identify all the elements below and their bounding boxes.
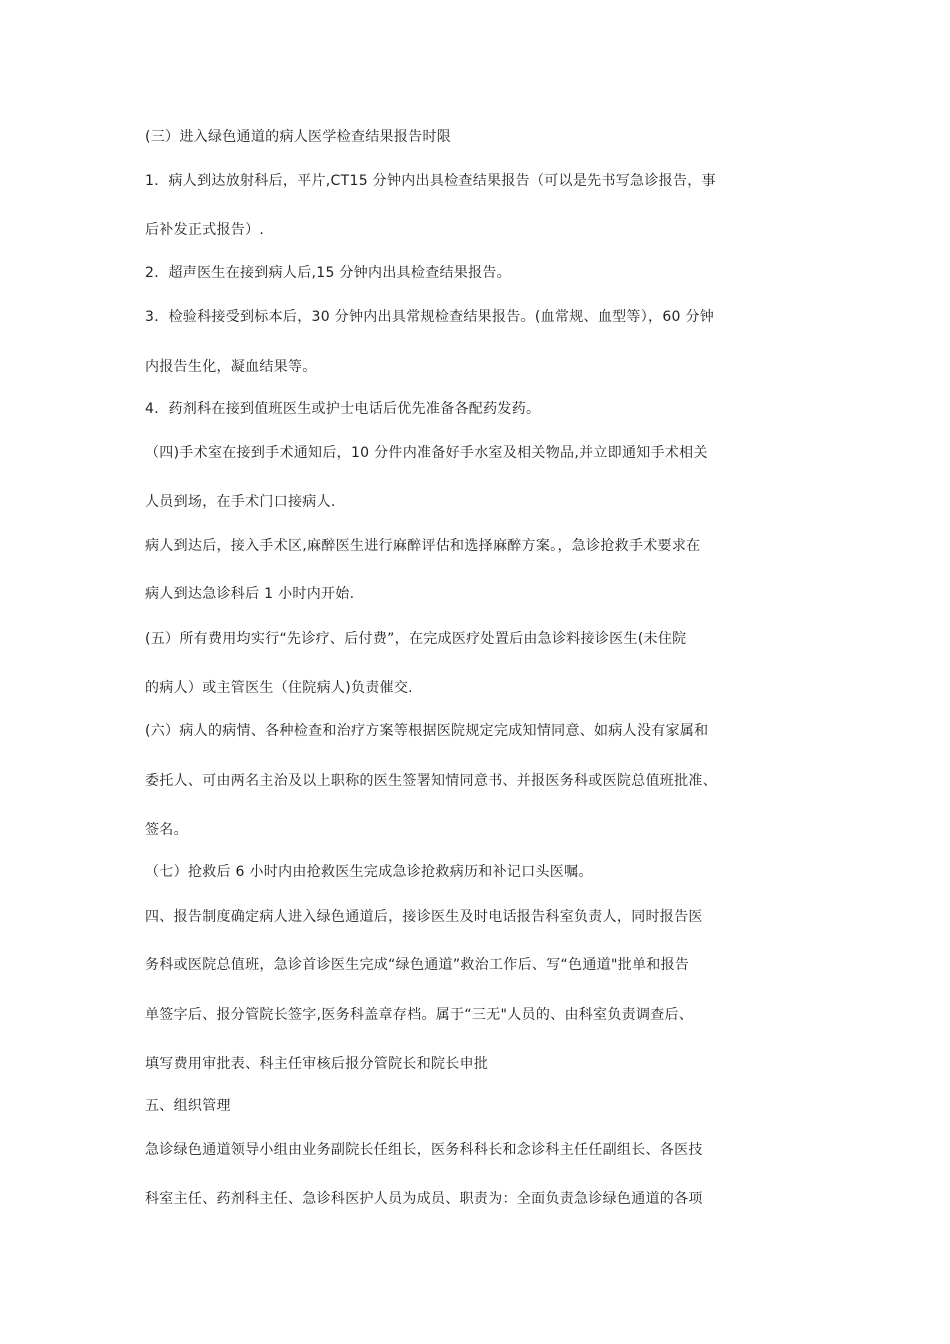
section-heading-3: (三）进入绿色通道的病人医学检查结果报告时限	[145, 129, 452, 145]
paragraph-line: 填写费用审批表、科主任审核后报分管院长和院长申批	[145, 1056, 489, 1072]
section-heading-five: 五、组织管理	[145, 1098, 231, 1114]
paragraph-line: 人员到场，在手术门口接病人.	[145, 494, 336, 510]
paragraph-line: 4．药剂科在接到值班医生或护士电话后优先准备各配药发药。	[145, 401, 541, 417]
paragraph-line: 的病人）或主管医生（住院病人)负责催交.	[145, 680, 413, 696]
section-heading-5: (五）所有费用均实行“先诊疗、后付费”，在完成医疗处置后由急诊料接诊医生(未住院	[145, 631, 687, 647]
paragraph-line: 1．病人到达放射科后，平片,CT15 分钟内出具检查结果报告（可以是先书写急诊报告，事	[145, 173, 716, 189]
section-heading-6: (六）病人的病情、各种检查和治疗方案等根据医院规定完成知情同意、如病人没有家属和	[145, 723, 709, 739]
paragraph-line: 后补发正式报告）.	[145, 222, 265, 238]
section-heading-7: （七）抢救后 6 小时内由抢救医生完成急诊抢救病历和补记口头医嘱。	[145, 864, 593, 880]
section-heading-four: 四、报告制度确定病人进入绿色通道后，接诊医生及时电话报告科室负责人，同时报告医	[145, 909, 703, 925]
paragraph-line: 内报告生化，凝血结果等。	[145, 359, 317, 375]
paragraph-line: 2．超声医生在接到病人后,15 分钟内出具检查结果报告。	[145, 265, 512, 281]
section-heading-4: （四)手术室在接到手术通知后，10 分件内准备好手水室及相关物品,并立即通知手术相关	[145, 445, 708, 461]
paragraph-line: 科室主任、药剂科主任、急诊科医护人员为成员、职责为：全面负责急诊绿色通道的各项	[145, 1191, 703, 1207]
paragraph-line: 病人到达急诊科后 1 小时内开始.	[145, 586, 355, 602]
paragraph-line: 单签字后、报分管院长签字,医务科盖章存档。属于“三无"人员的、由科室负责调查后、	[145, 1007, 694, 1023]
paragraph-line: 务科或医院总值班，急诊首诊医生完成“绿色通道”救治工作后、写“色通道"批单和报告	[145, 957, 690, 973]
paragraph-line: 急诊绿色通道领导小组由业务副院长任组长，医务科科长和念诊科主任任副组长、各医技	[145, 1142, 703, 1158]
paragraph-line: 病人到达后，接入手术区,麻醉医生进行麻醉评估和选择麻醉方案。，急诊抢救手术要求在	[145, 538, 701, 554]
paragraph-line: 3．检验科接受到标本后，30 分钟内出具常规检查结果报告。(血常规、血型等），60 分钟	[145, 309, 715, 325]
paragraph-line: 签名。	[145, 822, 188, 838]
paragraph-line: 委托人、可由两名主治及以上职称的医生签署知情同意书、并报医务科或医院总值班批准、	[145, 773, 717, 789]
